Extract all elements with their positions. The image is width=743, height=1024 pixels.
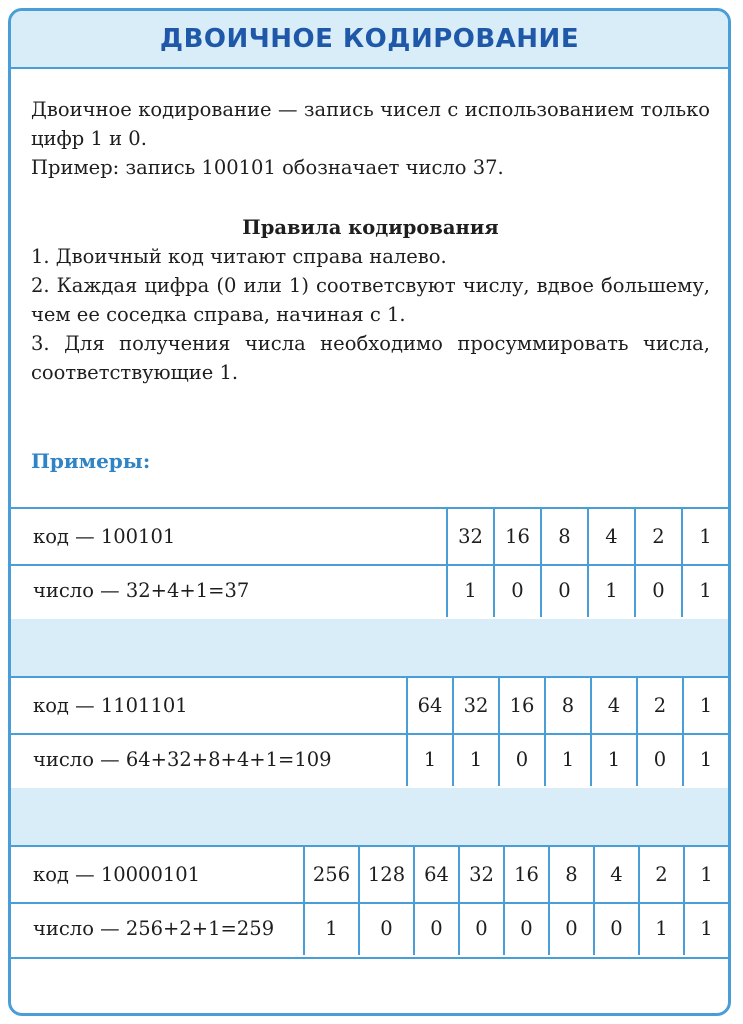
weight-cell: 4: [590, 678, 636, 733]
digit-cell: 0: [503, 902, 548, 955]
digit-cell: 0: [358, 902, 413, 955]
table-row-code: [11, 847, 728, 904]
separator-band: [11, 619, 728, 676]
weight-cell: 32: [452, 678, 498, 733]
digit-cell: 1: [682, 733, 728, 786]
weight-cell: 4: [587, 509, 634, 564]
digit-cell: 1: [406, 733, 452, 786]
weight-cell: 32: [458, 847, 503, 902]
weight-cell: 2: [636, 678, 682, 733]
intro-section: [31, 95, 710, 182]
separator-band: [11, 788, 728, 845]
digit-cell: 0: [548, 902, 593, 955]
digit-cell: 0: [540, 564, 587, 617]
table-row-number: [11, 564, 728, 617]
weight-cell: 256: [303, 847, 358, 902]
number-label: число — 256+2+1=259: [33, 917, 275, 940]
code-label: код — 1101101: [33, 694, 188, 717]
weight-cell: 2: [638, 847, 683, 902]
weight-cell: 128: [358, 847, 413, 902]
digit-cell: 1: [638, 902, 683, 955]
code-label: код — 10000101: [33, 863, 201, 886]
digit-cell: 0: [493, 564, 540, 617]
page-title: ДВОИЧНОЕ КОДИРОВАНИЕ: [159, 24, 580, 54]
example-table-1: [11, 507, 728, 621]
table-row-code: [11, 509, 728, 566]
digit-cell: 0: [593, 902, 638, 955]
digit-cell: 0: [498, 733, 544, 786]
digit-cell: 0: [458, 902, 503, 955]
table-row-number: [11, 733, 728, 786]
table-row-number: [11, 902, 728, 955]
examples-heading: Примеры:: [31, 449, 151, 473]
digit-cell: 1: [544, 733, 590, 786]
title-banner: [11, 11, 728, 69]
digit-cell: 0: [636, 733, 682, 786]
weight-cell: 1: [682, 678, 728, 733]
rules-section: [31, 213, 710, 387]
weight-cell: 8: [544, 678, 590, 733]
digit-cell: 1: [681, 564, 728, 617]
digit-cell: 1: [590, 733, 636, 786]
rule-item: 3. Для получения числа необходимо просуммировать числа, соответствующие 1.: [31, 332, 710, 384]
weight-cell: 16: [498, 678, 544, 733]
weight-cell: 8: [540, 509, 587, 564]
digit-cell: 1: [683, 902, 728, 955]
weight-cell: 1: [683, 847, 728, 902]
digit-cell: 1: [446, 564, 493, 617]
weight-cell: 8: [548, 847, 593, 902]
digit-cell: 1: [587, 564, 634, 617]
rule-item: 1. Двоичный код читают справа налево.: [31, 245, 447, 268]
example-table-3: [11, 845, 728, 959]
weight-cell: 16: [493, 509, 540, 564]
weight-cell: 16: [503, 847, 548, 902]
rule-item: 2. Каждая цифра (0 или 1) соответсвуют числу, вдвое большему, чем ее соседка справа, начиная с 1.: [31, 274, 710, 326]
intro-example: Пример: запись 100101 обозначает число 37.: [31, 156, 504, 179]
weight-cell: 32: [446, 509, 493, 564]
digit-cell: 0: [634, 564, 681, 617]
table-row-code: [11, 678, 728, 735]
example-table-2: [11, 676, 728, 790]
digit-cell: 0: [413, 902, 458, 955]
weight-cell: 64: [406, 678, 452, 733]
number-label: число — 32+4+1=37: [33, 579, 250, 602]
number-label: число — 64+32+8+4+1=109: [33, 748, 332, 771]
weight-cell: 1: [681, 509, 728, 564]
info-card: [8, 8, 731, 1016]
weight-cell: 4: [593, 847, 638, 902]
intro-definition: Двоичное кодирование — запись чисел с использованием только цифр 1 и 0.: [31, 98, 710, 150]
weight-cell: 64: [413, 847, 458, 902]
code-label: код — 100101: [33, 525, 176, 548]
weight-cell: 2: [634, 509, 681, 564]
digit-cell: 1: [452, 733, 498, 786]
rules-heading: Правила кодирования: [242, 216, 499, 239]
digit-cell: 1: [303, 902, 358, 955]
